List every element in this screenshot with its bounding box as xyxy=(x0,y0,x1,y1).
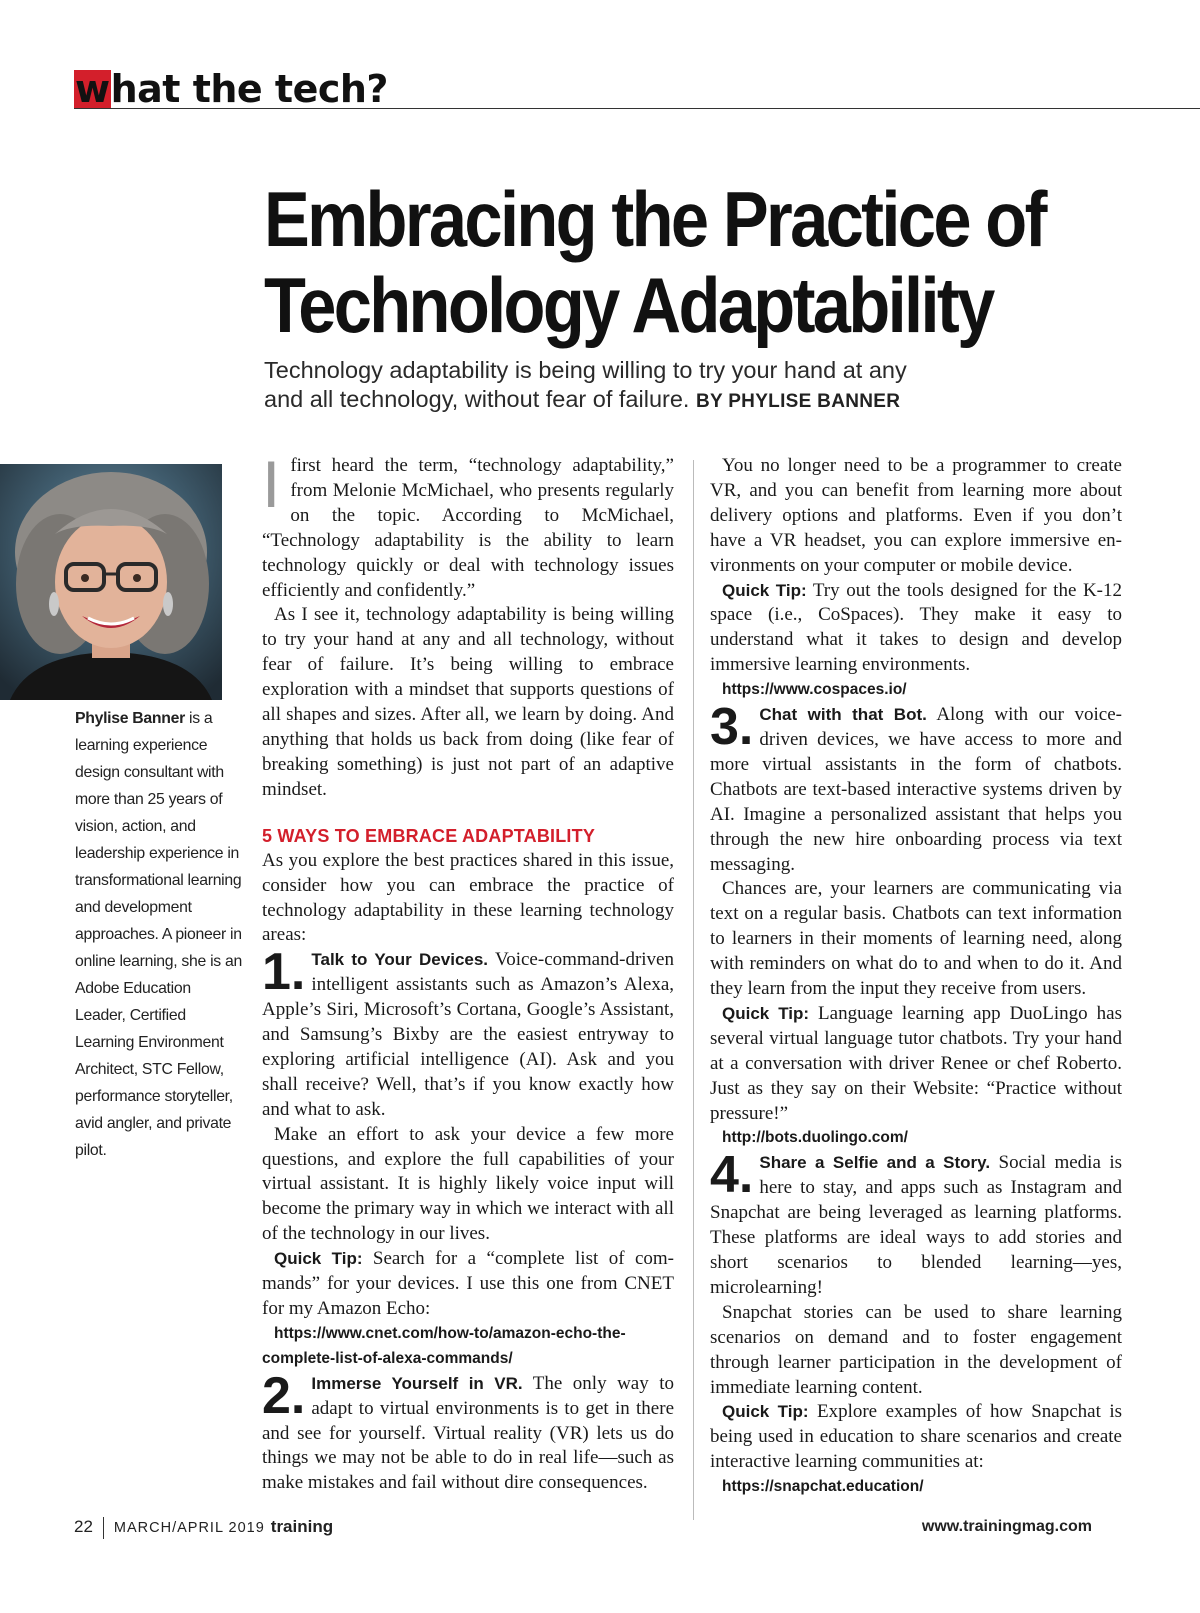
list-item-2 xyxy=(262,1366,674,1497)
quick-tip-label: Quick Tip: xyxy=(722,1402,809,1422)
list-item-1 xyxy=(262,943,674,1122)
item-number: 4. xyxy=(710,1146,754,1205)
quick-tip-label: Quick Tip: xyxy=(274,1249,363,1269)
article-column-2 xyxy=(710,454,1122,1500)
item-number: 3. xyxy=(710,698,754,757)
item-title: Talk to Your Devices. xyxy=(311,950,489,970)
ways-heading: 5 WAYS TO EMBRACE ADAPTABILITY xyxy=(262,825,596,846)
item-text: Voice-command-driven intelligent assistants such as Amazon’s Alexa, Apple’s Siri, Microsoft’s Cortana, Google’s Assistant, and Samsung’s Bixby are the easiest entryway to exploring artificial intelligence (AI). Ask and you shall receive? Well, that’s if you know exactly how and what to ask. xyxy=(262,949,674,1120)
paragraph: Make an effort to ask your device a few more questions, and explore the full capabilities of your virtual assistant. It is highly likely voice input will become the primary way in which we interact with all of the technology in our lives. xyxy=(262,1123,674,1245)
deck xyxy=(264,356,944,416)
quick-tip-label: Quick Tip: xyxy=(722,580,807,600)
headline xyxy=(264,176,1056,348)
quick-tip-label: Quick Tip: xyxy=(722,1003,810,1023)
drop-cap: I xyxy=(262,447,281,521)
section-header-text: hat the tech? xyxy=(110,67,388,111)
section-header xyxy=(74,66,388,112)
deck-text: Technology adaptability is being willing to try your hand at any and all technology, without fear of failure. xyxy=(264,357,907,412)
intro-paragraph xyxy=(262,447,674,603)
headline-line2: Technology Adaptability xyxy=(264,261,993,349)
author-bio-text: is a learning experience design consultant with more than 25 years of vision, action, and leadership experience in transformational learning and development approaches. A pioneer in online learning, she is an Adobe Education Leader, Certified Learning Environment Architect, STC Fellow, performance storyteller, avid angler, and private pilot. xyxy=(75,710,242,1159)
ways-intro: As you explore the best practices shared in this issue, consider how you can embrace the practice of technology adaptability in these learning technology areas: xyxy=(262,849,674,946)
item-number: 1. xyxy=(262,943,306,1002)
quick-tip xyxy=(262,1247,674,1322)
section-header-first-letter: w xyxy=(75,67,110,111)
author-name: Phylise Banner xyxy=(75,710,185,727)
page-number: 22 xyxy=(74,1517,93,1536)
list-item-4 xyxy=(710,1146,1122,1300)
magazine-name: training xyxy=(270,1517,334,1536)
intro-text: first heard the term, “technology adaptability,” from Melonie McMichael, who presents regularly on the topic. According to McMichael, “Technology adaptability is the ability to learn technology quickly or deal with technology issues efficiently and confidently.” xyxy=(262,455,674,601)
item-number: 2. xyxy=(262,1366,306,1425)
quick-tip xyxy=(710,1400,1122,1475)
headline-line1: Embracing the Practice of xyxy=(264,175,1045,263)
item-title: Chat with that Bot. xyxy=(759,705,927,725)
issue-date: MARCH/APRIL 2019 xyxy=(113,1520,265,1536)
quick-tip xyxy=(710,579,1122,679)
author-photo xyxy=(0,464,222,700)
resource-link[interactable]: https://snapchat.education/ xyxy=(722,1478,924,1496)
footer-website[interactable]: www.trainingmag.com xyxy=(921,1518,1092,1535)
list-item-3 xyxy=(710,698,1122,877)
paragraph: You no longer need to be a programmer to create VR, and you can benefit from learning more about delivery options and platforms. Even if you don’t have a VR headset, you can explore immersive environments on your computer or mobile device. xyxy=(710,455,1122,576)
paragraph: Snapchat stories can be used to share learning scenarios on demand and to foster engagement through learner participation in the development of immediate learning content. xyxy=(710,1301,1122,1398)
item-text: Social media is here to stay, and apps such as Instagram and Snapchat are being leveraged as learning platforms. These platforms are ideal ways to add stories and short scenarios to blended learning—yes, microlearning! xyxy=(710,1152,1122,1298)
article-column-1 xyxy=(262,447,674,1496)
footer-separator xyxy=(103,1517,104,1539)
author-bio xyxy=(75,705,243,1164)
item-text: Along with our voice-driven devices, we have access to more and more virtual assistants in the form of chatbots. Chatbots are text-based interactive systems driven by AI. Imagine a personalized assistant that helps you through the new hire onboarding process via text messaging. xyxy=(710,704,1122,875)
quick-tip-text: Search for a “complete list of commands” for your devices. I use this one from CNET for my Amazon Echo: xyxy=(262,1248,674,1319)
quick-tip-text: Explore examples of how Snapchat is being used in education to share scenarios and create interactive learning communities at: xyxy=(710,1401,1122,1473)
paragraph: Chances are, your learners are communicating via text on a regular basis. Chatbots can text information to learners in their moments of learning need, along with reminders on what do to and when to do it. And they learn from the input they receive from users. xyxy=(710,878,1122,1000)
resource-link[interactable]: https://www.cnet.com/how-to/amazon-echo-the-complete-list-of-alexa-commands/ xyxy=(262,1324,626,1367)
item-text: The only way to adapt to virtual environments is to get in there and see for yourself. Virtual reality (VR) lets us do things we may not be able to do in real life—such as make mistakes and fail without dire consequences. xyxy=(262,1372,674,1494)
paragraph: As I see it, technology adaptability is being willing to try your hand at any and all technology, without fear of failure. It’s being willing to embrace exploration with a mindset that supports questions of all shapes and sizes. After all, we learn by doing. And anything that holds us back from doing (like fear of breaking something) is just not part of an adaptive mindset. xyxy=(262,604,674,800)
quick-tip xyxy=(710,1002,1122,1127)
quick-tip-text: Language learning app DuoLingo has several virtual language tutor chatbots. Try your hand at a conversation with driver Renee or chef Roberto. Just as they say on their Website: “Practice without pressure!” xyxy=(710,1002,1122,1124)
item-title: Immerse Yourself in VR. xyxy=(311,1373,523,1393)
byline: BY PHYLISE BANNER xyxy=(695,391,901,412)
resource-link[interactable]: http://bots.duolingo.com/ xyxy=(722,1129,908,1147)
quick-tip-text: Try out the tools designed for the K-12 space (i.e., CoSpaces). They make it easy to understand what it takes to design and develop immersive learning environments. xyxy=(710,579,1123,676)
footer-left xyxy=(74,1516,333,1538)
column-divider xyxy=(693,460,694,1520)
author-portrait-illustration xyxy=(0,464,222,700)
resource-link[interactable]: https://www.cospaces.io/ xyxy=(722,681,907,699)
section-rule xyxy=(74,108,1200,109)
item-title: Share a Selfie and a Story. xyxy=(759,1153,991,1173)
